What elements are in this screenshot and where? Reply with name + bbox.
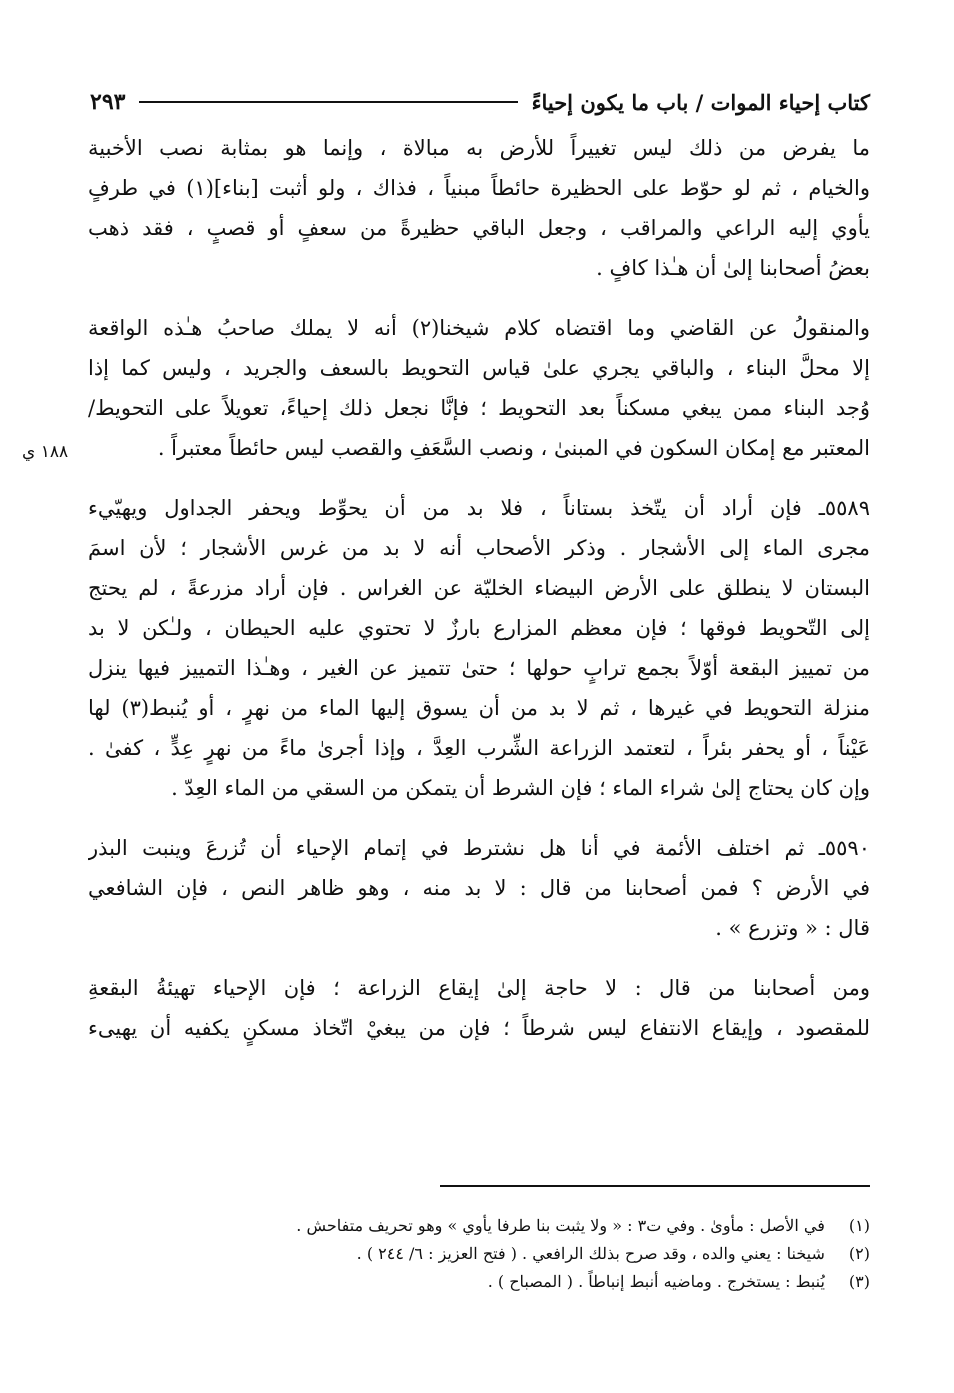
text-line: وُجد البناء ممن يبغي مسكناً بعد التحويط ؛ فإنَّا نجعل ذلك إحياءً، تعويلاً على التحويط/ (88, 396, 870, 420)
footnote (88, 1240, 870, 1268)
text-line: ٥٥٨٩ـ فإن أراد أن يتّخذ بستاناً ، فلا بد من أن يحوِّط ويحفر الجداول ويهيّيء (88, 496, 870, 520)
page-number: ٢٩٣ (90, 89, 126, 115)
header-rule (139, 101, 517, 103)
text-line: قال : « وتزرع » . (715, 916, 870, 940)
footnote-number: (٢) (848, 1244, 870, 1263)
text-line: البستان لا ينطلق على الأرض البيضاء الخليّة عن الغراس . فإن أراد مزرعةً ، لم يحتج (88, 576, 870, 600)
footnote-number: (١) (848, 1216, 870, 1235)
text-line: والخيام ، ثم لو حوّط على الحظيرة حائطاً مبنياً ، فذاك ، ولو أثبت [بناء](١) في طرفٍ (88, 176, 870, 200)
footnote-number: (٣) (848, 1272, 870, 1291)
chapter-title: كتاب إحياء الموات / باب ما يكون إحياءً (531, 89, 870, 115)
text-line: من تمييز البقعة أوّلاً بجمع ترابٍ حولها ؛ حتىٰ تتميز عن الغير ، وهـٰذا التمييز فيها ينزل (88, 656, 870, 680)
text-line: مجرى الماء إلى الأشجار . وذكر الأصحاب أنه لا بد من غرس الأشجار ؛ لأن اسمَ (88, 536, 870, 560)
text-line: منزلة التحويط في غيرها ، ثم لا بد من أن يسوق إليها الماء من نهرٍ ، أو يُنبط(٣) لها (88, 696, 870, 720)
footnote (88, 1212, 870, 1240)
paragraph-gap (88, 468, 870, 488)
text-line: عَيْناً ، أو يحفر بئراً ، لتعتمد الزراعة الشِّرب العِدَّ ، وإذا أجرىٰ ماءً من نهرٍ عِدٍّ ، كفىٰ . (88, 736, 870, 760)
footnote (88, 1268, 870, 1296)
text-line: للمقصود ، وإيقاع الانتفاع ليس شرطاً ؛ فإن من يبغيْ اتّخاذ مسكنٍ يكفيه أن يهيىء (88, 1016, 870, 1040)
footnote-separator (440, 1185, 870, 1187)
paragraph-gap (88, 808, 870, 828)
text-line: ٥٥٩٠ـ ثم اختلف الأئمة في أنا هل نشترط في إتمام الإحياء أن تُزرعَ وينبت البذر (88, 836, 870, 860)
text-line: يأوي إليه الراعي والمراقب ، وجعل الباقي حظيرةً من سعفٍ أو قصبٍ ، فقد ذهب (88, 216, 870, 240)
text-line: ومن أصحابنا من قال : لا حاجة إلىٰ إيقاع الزراعة ؛ فإن الإحياء تهيئةُ البقعةِ (88, 976, 870, 1000)
text-line: والمنقولُ عن القاضي وما اقتضاه كلام شيخنا(٢) أنه لا يملك صاحبُ هـٰذه الواقعة (88, 316, 870, 340)
text-line: إلى التّحويط فوقها ؛ فإن معظم المزارع بارزٌ لا تحتوي عليه الحيطان ، ولـٰكن لا بد (88, 616, 870, 640)
paragraph-gap (88, 948, 870, 968)
running-header (90, 82, 870, 122)
footnote-text: شيخنا : يعني والده ، وقد صرح بذلك الرافعي . ( فتح العزيز : ٦/ ٢٤٤ ) . (356, 1244, 825, 1263)
text-line: بعضُ أصحابنا إلىٰ أن هـٰذا كافٍ . (596, 256, 870, 280)
text-line: إلا محلَّ البناء ، والباقي يجري علىٰ قياس التحويط بالسعف والجريد ، وليس كما إذا (88, 356, 870, 380)
main-text (88, 128, 870, 1048)
footnote-text: في الأصل : مأوىٰ . وفي ت٣ : « ولا يثبت بنا طرفا يأوي » وهو تحريف متفاحش . (296, 1216, 825, 1235)
text-line: المعتبر مع إمكان السكون في المبنىٰ ، ونصب السَّعَفِ والقصب ليس حائطاً معتبراً . (157, 436, 870, 460)
paragraph-gap (88, 288, 870, 308)
margin-reference: ١٨٨ ي (22, 442, 69, 462)
text-line: في الأرض ؟ فمن أصحابنا من قال : لا بد منه ، وهو ظاهر النص ، فإن الشافعي (88, 876, 870, 900)
footnote-text: يُنبط : يستخرج . وماضيه أنبط إنباطاً . ( المصباح ) . (487, 1272, 825, 1291)
footnotes (88, 1212, 870, 1296)
text-line: وإن كان يحتاج إلىٰ شراء الماء ؛ فإن الشرط أن يتمكن من السقي من الماء العِدّ . (171, 776, 870, 800)
text-line: ما يفرض من ذلك ليس تغييراً للأرض به مبالاة ، وإنما هو بمثابة نصب الأخبية (88, 136, 870, 160)
